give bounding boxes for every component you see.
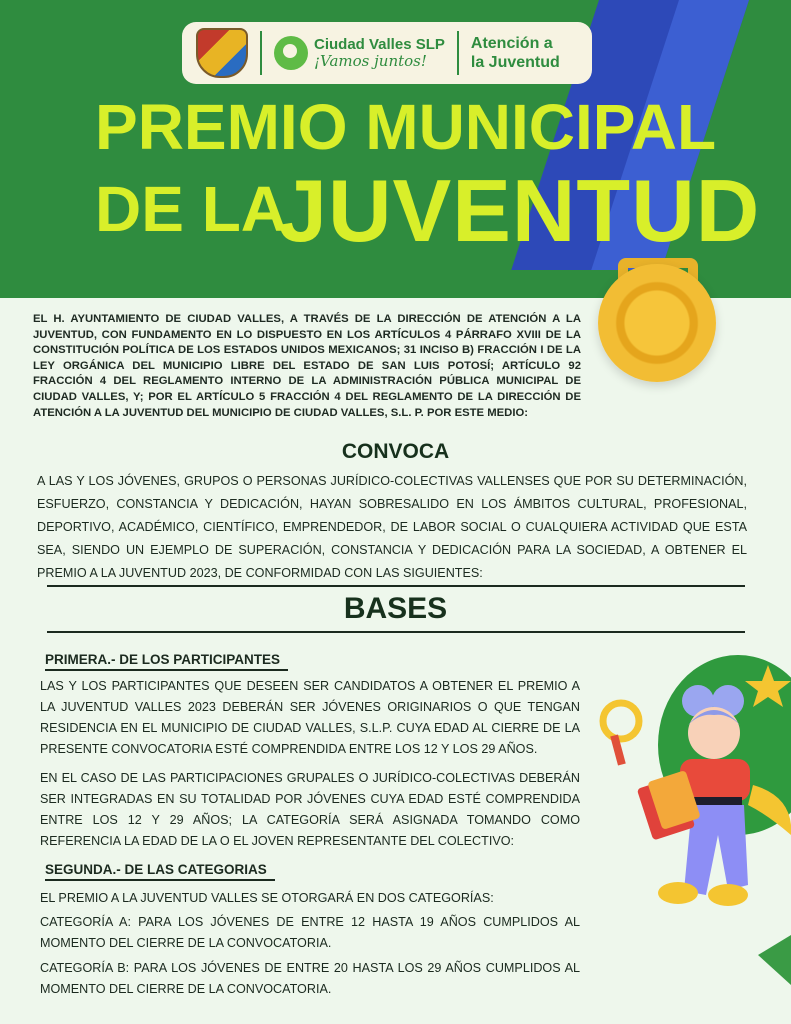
- ciudad-valles-mark-icon: [274, 36, 308, 70]
- title-line-1: PREMIO MUNICIPAL: [95, 91, 717, 163]
- divider-top: [47, 585, 745, 587]
- convoca-body: A LAS Y LOS JÓVENES, GRUPOS O PERSONAS JURÍDICO-COLECTIVAS VALLENSES QUE POR SU DETERMINACIÓN, ESFUERZO, CONSTANCIA Y DEDICACIÓN, HAYAN SOBRESALIDO EN LOS ÁMBITOS CULTURAL, PROFESIONAL, DEPORTIVO, ACADÉMICO, CIENTÍFICO, EMPRENDEDOR, DE LABOR SOCIAL O CUALQUIERA ACTIVIDAD QUE ESTA SEA, SIENDO UN EJEMPLO DE SUPERACIÓN, CONSTANCIA Y DEDICACIÓN PARA LA SOCIEDAD, A OBTENER EL PREMIO A LA JUVENTUD 2023, DE CONFORMIDAD CON LAS SIGUIENTES:: [37, 474, 747, 580]
- shoe-right: [708, 884, 748, 906]
- convoca-heading: CONVOCA: [341, 440, 450, 463]
- category-a: CATEGORÍA A: PARA LOS JÓVENES DE ENTRE 12 HASTA 19 AÑOS CUMPLIDOS AL MOMENTO DEL CIERRE DE LA CONVOCATORIA.: [40, 915, 580, 950]
- intro-paragraph: EL H. AYUNTAMIENTO DE CIUDAD VALLES, A TRAVÉS DE LA DIRECCIÓN DE ATENCIÓN A LA JUVENTUD, CON FUNDAMENTO EN LO DISPUESTO EN LOS ARTÍCULOS 4 PÁRRAFO XVIII DE LA CONSTITUCIÓN POLÍTICA DE LOS ESTADOS UNIDOS MEXICANOS; 31 INCISO B) FRACCIÓN I DE LA LEY ORGÁNICA DEL MUNICIPIO LIBRE DEL ESTADO DE SAN LUIS POTOSÍ; ARTÍCULO 92 FRACCIÓN 4 DEL REGLAMENTO INTERNO DE LA ADMINISTRACIÓN PÚBLICA MUNICIPAL DE CIUDAD VALLES, Y; POR EL ARTÍCULO 5 FRACCIÓN 4 DEL REGLAMENTO DE LA DIRECCIÓN DE ATENCIÓN A LA JUVENTUD DEL MUNICIPIO DE CIUDAD VALLES, S.L. P. POR ESTE MEDIO:: [33, 313, 581, 419]
- primera-paragraph-2: EN EL CASO DE LAS PARTICIPACIONES GRUPALES O JURÍDICO-COLECTIVAS DEBERÁN SER INTEGRADAS EN SU TOTALIDAD POR JÓVENES CUYA EDAD ESTÉ COMPRENDIDA ENTRE LOS 12 Y 29 AÑOS; LA CATEGORÍA SERÁ ASIGNADA TOMANDO COMO REFERENCIA LA EDAD DE LA O EL JOVEN REPRESENTANTE DEL COLECTIVO:: [40, 771, 580, 848]
- segunda-heading: SEGUNDA.- DE LAS CATEGORIAS: [45, 862, 275, 881]
- segunda-paragraph-1: EL PREMIO A LA JUVENTUD VALLES SE OTORGARÁ EN DOS CATEGORÍAS:: [40, 891, 494, 905]
- department-line-1: Atención a: [470, 35, 553, 52]
- student-illustration: [588, 655, 791, 1024]
- gold-medal-icon: [598, 264, 716, 382]
- primera-paragraph-1: LAS Y LOS PARTICIPANTES QUE DESEEN SER CANDIDATOS A OBTENER EL PREMIO A LA JUVENTUD VALLES 2023 DEBERÁN SER JÓVENES ORIGINARIOS O QUE TENGAN RESIDENCIA EN EL MUNICIPIO DE CIUDAD VALLES, S.L.P. CUYA EDAD AL CIERRE DE LA PRESENTE CONVOCATORIA ESTÉ COMPRENDIDA ENTRE LOS 12 Y LOS 29 AÑOS.: [40, 679, 580, 756]
- logo-name: Ciudad Valles SLP: [314, 36, 445, 53]
- category-b: CATEGORÍA B: PARA LOS JÓVENES DE ENTRE 20 HASTA LOS 29 AÑOS CUMPLIDOS AL MOMENTO DEL CIERRE DE LA CONVOCATORIA.: [40, 961, 580, 996]
- title-line-2b: JUVENTUD: [278, 161, 761, 260]
- divider-bottom: [47, 631, 745, 633]
- ciudad-valles-logo: [274, 36, 445, 70]
- title-line-2a: DE LA: [95, 173, 287, 245]
- logo-slogan: ¡Vamos juntos!: [314, 52, 427, 70]
- header-band: [0, 0, 791, 298]
- leaf-shape: [758, 935, 791, 985]
- logo-divider: [260, 31, 262, 75]
- primera-heading: PRIMERA.- DE LOS PARTICIPANTES: [45, 652, 288, 671]
- logo-divider: [457, 31, 459, 75]
- logo-bar: [182, 22, 592, 84]
- municipal-crest-icon: [196, 28, 248, 78]
- department-line-2: la Juventud: [470, 54, 560, 71]
- shoe-left: [658, 882, 698, 904]
- bases-heading: BASES: [343, 592, 448, 625]
- department-name: [471, 34, 560, 72]
- magnifier-icon: [603, 703, 639, 739]
